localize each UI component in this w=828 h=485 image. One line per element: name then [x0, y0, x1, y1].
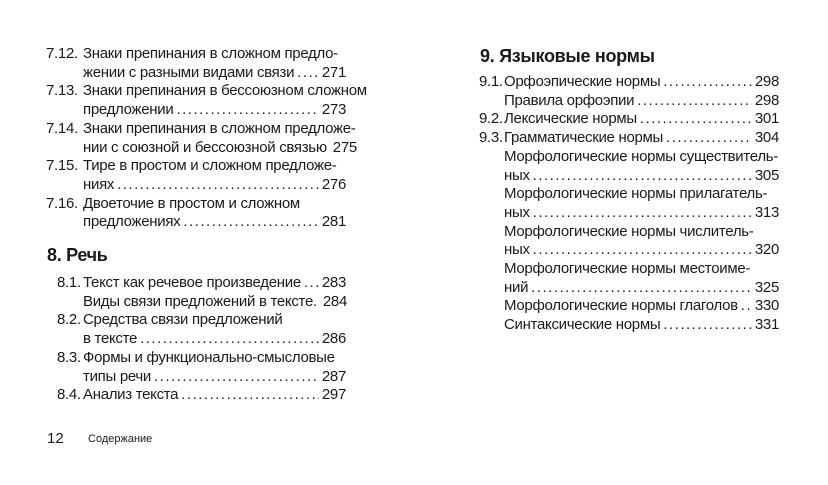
toc-item-number: 7.13. [46, 82, 78, 100]
toc-entry-line[interactable] [83, 292, 346, 312]
dot-leader [663, 72, 752, 92]
toc-item-number: 8.1. [57, 274, 81, 291]
toc-entry-text: Двоеточие в простом и сложном [83, 194, 300, 212]
toc-page-number: 331 [754, 316, 779, 334]
toc-item-number: 9.1. [479, 73, 503, 90]
dot-leader [637, 91, 752, 111]
dot-leader [533, 166, 752, 186]
toc-entry-text: Анализ текста [83, 386, 179, 404]
toc-page-number: 301 [754, 110, 779, 128]
toc-entry-line[interactable] [83, 156, 346, 176]
toc-entry-text: Текст как речевое произведение [83, 274, 301, 291]
toc-entry-line[interactable] [83, 63, 346, 83]
toc-entry-line[interactable] [83, 273, 346, 293]
toc-page-number: 330 [754, 297, 779, 315]
dot-leader [117, 175, 319, 195]
dot-leader [176, 100, 318, 120]
toc-entry-line[interactable] [504, 222, 779, 242]
dot-leader [533, 240, 752, 260]
toc-page-number: 286 [321, 330, 346, 348]
toc-page-number: 304 [754, 129, 779, 147]
toc-entry-text: Виды связи предложений в тексте. [83, 292, 317, 310]
toc-entry-text: Морфологические нормы числитель- [504, 222, 754, 240]
section-heading-9: 9. Языковые нормы [480, 46, 655, 66]
toc-item-number: 7.16. [46, 194, 78, 212]
toc-entry-line[interactable] [504, 259, 779, 279]
toc-entry-text: Знаки препинания в сложном предло- [83, 45, 338, 62]
toc-entry-text: Тире в простом и сложном предложе- [83, 157, 337, 175]
toc-item-number: 9.3. [479, 129, 503, 147]
toc-entry-text: Морфологические нормы глаголов [504, 297, 738, 315]
toc-entry-line[interactable] [83, 194, 346, 214]
toc-entry-text: предложениях [83, 213, 181, 231]
toc-entry-line[interactable] [504, 91, 779, 111]
toc-item-number: 7.14. [46, 119, 78, 137]
toc-entry-line[interactable] [504, 184, 779, 204]
toc-page-number: 298 [754, 73, 779, 90]
toc-entry-line[interactable] [83, 367, 346, 387]
toc-entry-text: жении с разными видами связи [83, 63, 295, 81]
dot-leader [304, 273, 319, 293]
toc-page-number: 320 [754, 241, 779, 259]
footer-page-number: 12 [47, 430, 64, 447]
toc-entry-text: Лексические нормы [504, 110, 637, 128]
toc-entry-line[interactable] [504, 315, 779, 335]
toc-entry-line[interactable] [83, 310, 346, 330]
toc-page-number: 297 [321, 386, 346, 404]
toc-entry-text: Формы и функционально-смысловые [83, 348, 335, 366]
toc-entry-line[interactable] [83, 119, 356, 139]
toc-entry-text: ных [504, 241, 530, 259]
toc-entry-line[interactable] [504, 109, 779, 129]
toc-entry-line[interactable] [83, 348, 346, 368]
toc-item-number: 9.2. [479, 110, 503, 128]
toc-entry-line[interactable] [83, 385, 346, 405]
toc-entry-text: в тексте [83, 330, 138, 348]
toc-entry-line[interactable] [504, 278, 779, 298]
toc-page-number: 287 [321, 367, 346, 385]
toc-page-number: 276 [321, 175, 346, 193]
toc-page-number: 275 [332, 138, 357, 156]
footer-section-label: Содержание [88, 433, 153, 445]
toc-entry-text: ниях [83, 175, 115, 193]
toc-page-number: 281 [321, 213, 346, 231]
toc-entry-text: типы речи [83, 367, 152, 385]
dot-leader [140, 329, 319, 349]
toc-entry-text: Морфологические нормы существитель- [504, 147, 778, 165]
toc-entry-text: предложении [83, 101, 174, 119]
toc-page-number: 273 [321, 101, 346, 119]
toc-entry-text: Средства связи предложений [83, 311, 283, 329]
dot-leader [533, 203, 752, 223]
toc-entry-line[interactable] [504, 203, 779, 223]
toc-page-number: 284 [322, 292, 348, 310]
toc-entry-text: Знаки препинания в сложном предложе- [83, 119, 356, 137]
dot-leader [154, 367, 319, 387]
toc-page-number: 325 [754, 278, 779, 296]
dot-leader [297, 63, 319, 83]
toc-entry-line[interactable] [83, 329, 346, 349]
toc-entry-text: Правила орфоэпии [504, 91, 635, 109]
toc-item-number: 8.4. [57, 386, 81, 404]
toc-entry-line[interactable] [83, 212, 346, 232]
toc-entry-line[interactable] [83, 175, 346, 195]
dot-leader [666, 128, 752, 148]
toc-entry-text: ний [504, 278, 529, 296]
section-heading-8: 8. Речь [47, 245, 108, 265]
toc-item-number: 7.15. [46, 157, 78, 175]
toc-entry-text: Орфоэпические нормы [504, 73, 661, 90]
toc-entry-line[interactable] [504, 166, 779, 186]
toc-entry-line[interactable] [83, 81, 367, 101]
toc-item-number: 8.2. [57, 311, 81, 329]
dot-leader [640, 109, 752, 129]
toc-entry-line[interactable] [504, 240, 779, 260]
toc-entry-line[interactable] [504, 72, 779, 92]
toc-page-number: 305 [754, 166, 779, 184]
toc-entry-line[interactable] [83, 138, 357, 158]
toc-entry-text: нии с союзной и бессоюзной связью [83, 138, 327, 156]
toc-page-number: 313 [754, 203, 779, 221]
toc-entry-line[interactable] [504, 296, 779, 316]
toc-page-number: 283 [321, 274, 346, 291]
toc-entry-text: Морфологические нормы прилагатель- [504, 185, 768, 203]
dot-leader [741, 296, 752, 316]
toc-entry-text: Морфологические нормы местоиме- [504, 260, 751, 277]
toc-entry-line[interactable] [83, 100, 346, 120]
toc-page-number: 271 [321, 63, 346, 81]
dot-leader [181, 385, 319, 405]
toc-entry-line[interactable] [504, 147, 779, 167]
toc-entry-text: ных [504, 203, 530, 221]
dot-leader [663, 315, 752, 335]
toc-item-number: 7.12. [46, 45, 78, 62]
toc-entry-text: Грамматические нормы [504, 129, 664, 147]
toc-entry-line[interactable] [83, 44, 346, 64]
toc-item-number: 8.3. [57, 348, 81, 366]
dot-leader [183, 212, 318, 232]
dot-leader [531, 278, 752, 298]
toc-page-number: 298 [754, 91, 779, 109]
toc-entry-text: Знаки препинания в бессоюзном сложном [83, 82, 367, 100]
toc-entry-text: Синтаксические нормы [504, 316, 661, 334]
toc-entry-text: ных [504, 166, 530, 184]
toc-entry-line[interactable] [504, 128, 779, 148]
